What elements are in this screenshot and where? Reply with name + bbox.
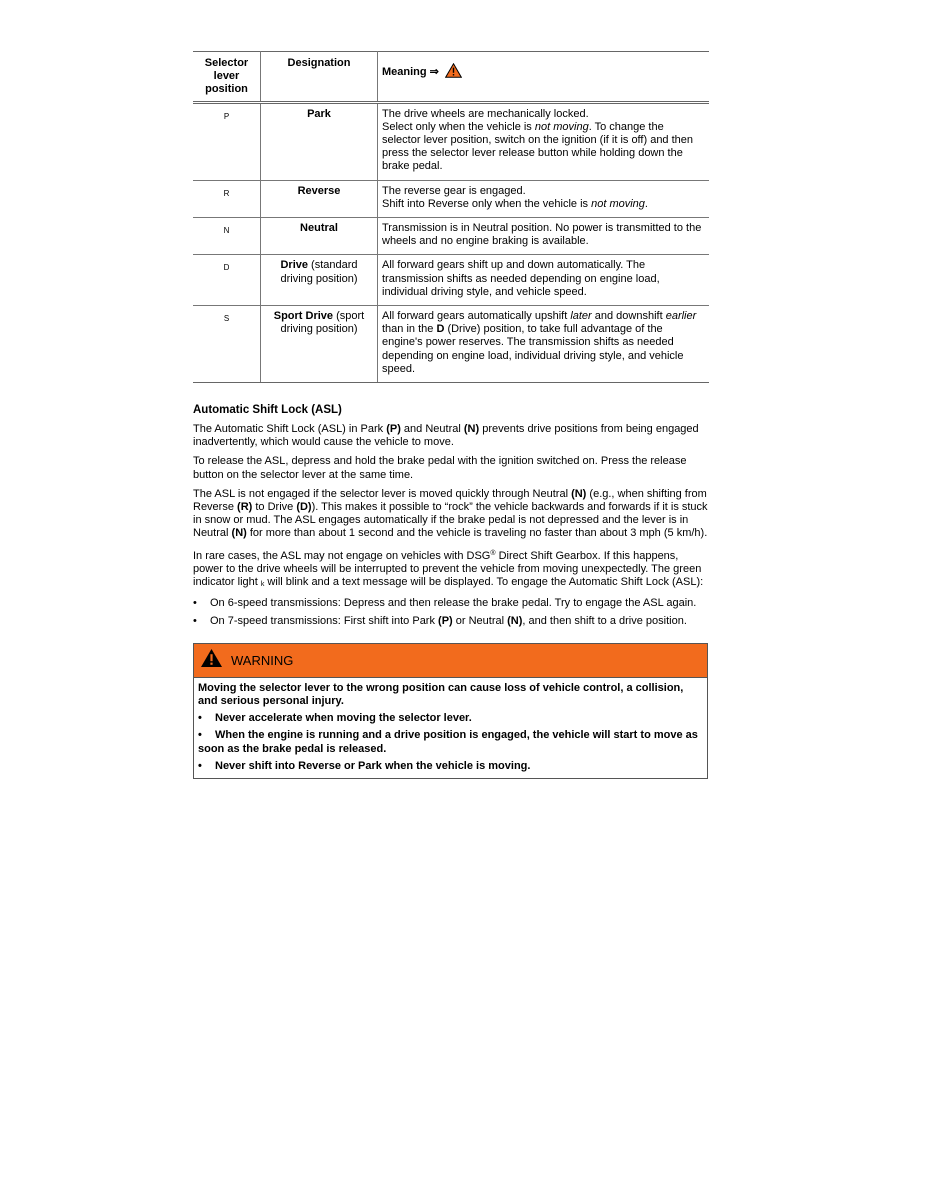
text-run: The drive wheels are mechanically locked. (382, 107, 589, 120)
table-row (193, 180, 709, 217)
bullet-dot: • (193, 597, 197, 610)
text-run: On 6-speed transmissions: Depress and then release the brake pedal. Try to engage the ASL again. (210, 597, 697, 610)
designation-cell (261, 102, 378, 180)
warning-item-text: Never shift into Reverse or Park when the vehicle is moving. (215, 759, 531, 772)
text-run: later (570, 310, 592, 323)
text-run: (N) (463, 423, 480, 436)
asl-paragraph (193, 547, 709, 592)
text-run: ® (490, 549, 496, 557)
text-run: (N) (231, 527, 247, 540)
text-run: and downshift (591, 310, 666, 323)
header-position: Selector lever position (193, 52, 261, 103)
header-meaning (378, 52, 710, 103)
designation-note: (standard driving position) (280, 259, 358, 285)
text-run: The reverse gear is engaged. (382, 184, 526, 197)
table-header-row (193, 52, 709, 103)
bullet-dot: • (198, 712, 202, 725)
table-row (193, 255, 709, 306)
warning-triangle-icon (445, 63, 462, 82)
designation-name: Neutral (300, 222, 338, 235)
lever-position-cell: R (193, 180, 261, 217)
asl-paragraph (193, 488, 709, 541)
asl-bullet-list (193, 597, 709, 627)
designation-cell (261, 255, 378, 306)
lever-position-cell: S (193, 306, 261, 383)
text-run: prevents drive positions from being engaged inadvertently, which would cause the vehicle to move. (193, 423, 699, 449)
text-run: (R) (237, 501, 253, 514)
manual-page (193, 51, 709, 779)
text-run: D (436, 323, 445, 336)
text-run: . (644, 197, 648, 210)
designation-name: Reverse (297, 184, 341, 197)
meaning-cell (378, 218, 710, 255)
bullet-dot: • (198, 759, 202, 772)
text-run: . To change the selector lever position, switch on the ignition (if it is off) and then press the selector lever release button while holding down the brake pedal. (382, 120, 694, 173)
text-run: Shift into Reverse only when the vehicle is (382, 197, 592, 210)
designation-cell (261, 218, 378, 255)
text-run: (D) (296, 501, 312, 514)
lever-position-cell: N (193, 218, 261, 255)
text-run: Direct Shift Gearbox. If this happens, power to the drive wheels will be interrupted to prevent the vehicle from moving unexpectedly. The green indicator light (193, 549, 702, 589)
warning-box (193, 643, 708, 779)
warning-item (198, 729, 703, 755)
designation-cell (261, 306, 378, 383)
bullet-dot: • (193, 614, 197, 627)
designation-name: Park (307, 107, 331, 120)
text-run: not moving (591, 197, 645, 210)
meaning-cell (378, 306, 710, 383)
text-run: Transmission is in Neutral position. No power is transmitted to the wheels and no engine braking is available. (382, 222, 702, 248)
text-run: (P) (438, 614, 453, 627)
designation-note: (sport driving position) (280, 310, 365, 336)
warning-header (194, 644, 707, 678)
text-run: (N) (507, 614, 523, 627)
warning-item-text: When the engine is running and a drive position is engaged, the vehicle will start to move as soon as the brake pedal is released. (198, 729, 698, 755)
header-meaning-label: Meaning ⇒ (382, 66, 439, 78)
text-run: On 7-speed transmissions: First shift into Park (210, 614, 439, 627)
designation-name: Sport Drive (273, 310, 334, 323)
warning-item-text: Never accelerate when moving the selector lever. (215, 712, 472, 725)
table-row (193, 306, 709, 383)
text-run: The Automatic Shift Lock (ASL) in Park (193, 423, 387, 436)
text-run: or Neutral (452, 614, 508, 627)
asl-paragraph (193, 423, 709, 449)
text-run: The ASL is not engaged if the selector lever is moved quickly through Neutral (193, 487, 572, 500)
designation-name: Drive (280, 259, 308, 272)
warning-triangle-icon (200, 648, 223, 673)
asl-bullet-item (193, 615, 709, 628)
text-run: ). This makes it possible to “rock” the vehicle backwards and forwards if it is stuck in snow or mud. The ASL engages automatically if the brake pedal is not depressed and the lever is in Neutral (193, 501, 708, 540)
asl-heading: Automatic Shift Lock (ASL) (193, 404, 342, 417)
table-body (193, 102, 709, 382)
lever-position-cell: P (193, 102, 261, 180)
warning-intro: Moving the selector lever to the wrong position can cause loss of vehicle control, a collision, and serious personal injury. (198, 681, 684, 707)
text-run: All forward gears shift up and down automatically. The transmission shifts as needed depending on engine load, individual driving style, and vehicle speed. (382, 259, 660, 298)
table-row (193, 102, 709, 180)
header-designation: Designation (261, 52, 378, 103)
text-run: , and then shift to a drive position. (522, 614, 687, 627)
warning-items (198, 712, 703, 773)
text-run: In rare cases, the ASL may not engage on vehicles with DSG (193, 549, 491, 562)
text-run: not moving (534, 120, 589, 133)
meaning-cell (378, 255, 710, 306)
text-run: earlier (665, 310, 697, 323)
text-run: k (260, 581, 265, 589)
asl-paragraphs (193, 423, 709, 591)
text-run: will blink and a text message will be displayed. To engage the Automatic Shift Lock (ASL): (264, 576, 704, 589)
text-run: All forward gears automatically upshift (382, 310, 571, 323)
text-run: To release the ASL, depress and hold the brake pedal with the ignition switched on. Press the release button on the selector lever at the same time. (193, 455, 687, 481)
meaning-cell (378, 102, 710, 180)
text-run: for more than about 1 second and the vehicle is traveling no faster than about 3 mph (5 km/h). (246, 527, 708, 540)
warning-item (198, 760, 703, 773)
text-run: and Neutral (400, 423, 464, 436)
text-run: to Drive (252, 501, 297, 514)
selector-lever-table (193, 51, 709, 383)
designation-cell (261, 180, 378, 217)
bullet-dot: • (198, 729, 202, 742)
asl-bullet-item (193, 597, 709, 610)
text-run: (P) (386, 423, 401, 436)
text-run: (Drive) position, to take full advantage of the engine's power reserves. The transmission shifts as needed depending on engine load, individual driving style, and vehicle speed. (382, 323, 684, 375)
text-run: (e.g., when shifting from Reverse (193, 487, 707, 514)
table-row (193, 218, 709, 255)
meaning-cell (378, 180, 710, 217)
asl-paragraph (193, 455, 709, 481)
text-run: (N) (571, 487, 587, 500)
text-run: Select only when the vehicle is (382, 120, 535, 133)
text-run: than in the (382, 323, 437, 336)
lever-position-cell: D (193, 255, 261, 306)
warning-body (194, 678, 707, 778)
warning-item (198, 712, 703, 725)
warning-title: WARNING (231, 652, 294, 668)
